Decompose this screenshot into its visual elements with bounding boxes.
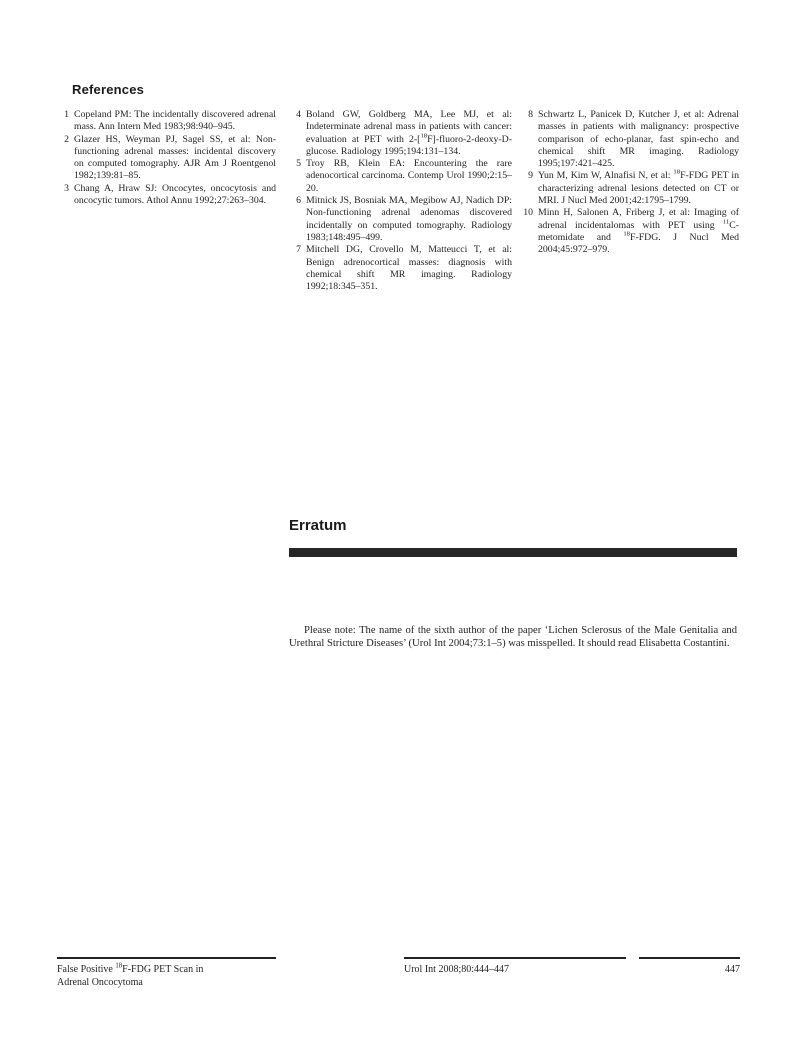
- references-column-1: [57, 109, 276, 207]
- reference-number: 8: [528, 109, 533, 120]
- erratum-heading: Erratum: [289, 517, 347, 534]
- reference-number: 10: [523, 207, 533, 219]
- reference-text: Schwartz L, Panicek D, Kutcher J, et al: Adrenal masses in patients with malignancy: prospective comparison of echo-planar, fast spin-echo and chemical shift MR imaging. Radiology 1995;197:421–425.: [538, 109, 739, 170]
- references-heading: References: [72, 82, 145, 97]
- reference-text: Glazer HS, Weyman PJ, Sagel SS, et al: Non-functioning adrenal masses: incidental discovery on computed tomography. AJR Am J Roentgenol 1982;139:81–85.: [74, 133, 276, 182]
- reference-item: [57, 183, 276, 208]
- superscript-isotope: 11: [722, 218, 730, 226]
- superscript-isotope: 18: [420, 132, 428, 140]
- superscript-isotope: 18: [115, 962, 123, 970]
- superscript-isotope: 18: [623, 230, 630, 238]
- reference-number: 7: [296, 244, 301, 256]
- reference-text: Boland GW, Goldberg MA, Lee MJ, et al: Indeterminate adrenal mass in patients with cancer: evaluation at PET with 2-[$^{18}$F]-fluoro-2-deoxy-D-glucose. Radiology 1995;194:131–134.: [306, 109, 512, 157]
- reference-number: 1: [64, 109, 69, 120]
- footer-journal-citation: Urol Int 2008;80:444–447: [404, 964, 509, 975]
- reference-number: 3: [64, 182, 69, 194]
- superscript-isotope: 18: [673, 169, 681, 177]
- reference-item: [289, 244, 512, 293]
- erratum-divider-bar: [289, 548, 737, 557]
- footer-article-title-line2: Adrenal Oncocytoma: [57, 977, 143, 988]
- references-column-3: [521, 109, 739, 257]
- reference-number: 2: [64, 133, 69, 145]
- reference-item: [289, 158, 512, 195]
- footer-page-number: 447: [725, 964, 740, 975]
- erratum-note-paragraph: Please note: The name of the sixth author of the paper ‘Lichen Sclerosus of the Male Genitalia and Urethral Stricture Diseases’ (Urol Int 2004;73:1–5) was misspelled. It should read Elisabetta Costantini.: [289, 625, 737, 650]
- references-column-2: [289, 109, 512, 293]
- reference-item: [521, 109, 739, 170]
- reference-number: 6: [296, 195, 301, 207]
- reference-text: Minn H, Salonen A, Friberg J, et al: Imaging of adrenal incidentalomas with PET using $^{11}$C-metomidate and $^{18}$F-FDG. J Nucl Med 2004;45:972–979.: [538, 207, 739, 256]
- reference-text: Yun M, Kim W, Alnafisi N, et al: $^{18}$F-FDG PET in characterizing adrenal lesions detected on CT or MRI. J Nucl Med 2001;42:1795–1799.: [538, 169, 739, 207]
- reference-number: 5: [296, 158, 301, 170]
- reference-number: 9: [528, 170, 533, 182]
- reference-text: Mitnick JS, Bosniak MA, Megibow AJ, Nadich DP: Non-functioning adrenal adenomas discovered incidentally on computed tomography. Radiology 1983;148:495–499.: [306, 195, 512, 243]
- reference-item: [289, 109, 512, 158]
- footer-rule-right: [639, 957, 740, 959]
- reference-item: [521, 207, 739, 256]
- reference-item: [57, 109, 276, 134]
- reference-item: [57, 134, 276, 183]
- footer-article-title: [57, 963, 276, 989]
- reference-text: Chang A, Hraw SJ: Oncocytes, oncocytosis and oncocytic tumors. Athol Annu 1992;27:263–304.: [74, 182, 276, 207]
- reference-number: 4: [296, 109, 301, 120]
- reference-text: Troy RB, Klein EA: Encountering the rare adenocortical carcinoma. Contemp Urol 1990;2:15–20.: [306, 158, 512, 194]
- reference-item: [521, 170, 739, 207]
- reference-text: Mitchell DG, Crovello M, Matteucci T, et al: Benign adrenocortical masses: diagnosis with chemical shift MR imaging. Radiology 1992;18:345–351.: [306, 244, 512, 293]
- reference-item: [289, 195, 512, 244]
- footer-rule-center: [404, 957, 626, 959]
- reference-text: Copeland PM: The incidentally discovered adrenal mass. Ann Intern Med 1983;98:940–945.: [74, 109, 276, 133]
- footer-article-title-line1: False Positive $^{18}$F-FDG PET Scan in: [57, 962, 204, 975]
- footer-rule-left: [57, 957, 276, 959]
